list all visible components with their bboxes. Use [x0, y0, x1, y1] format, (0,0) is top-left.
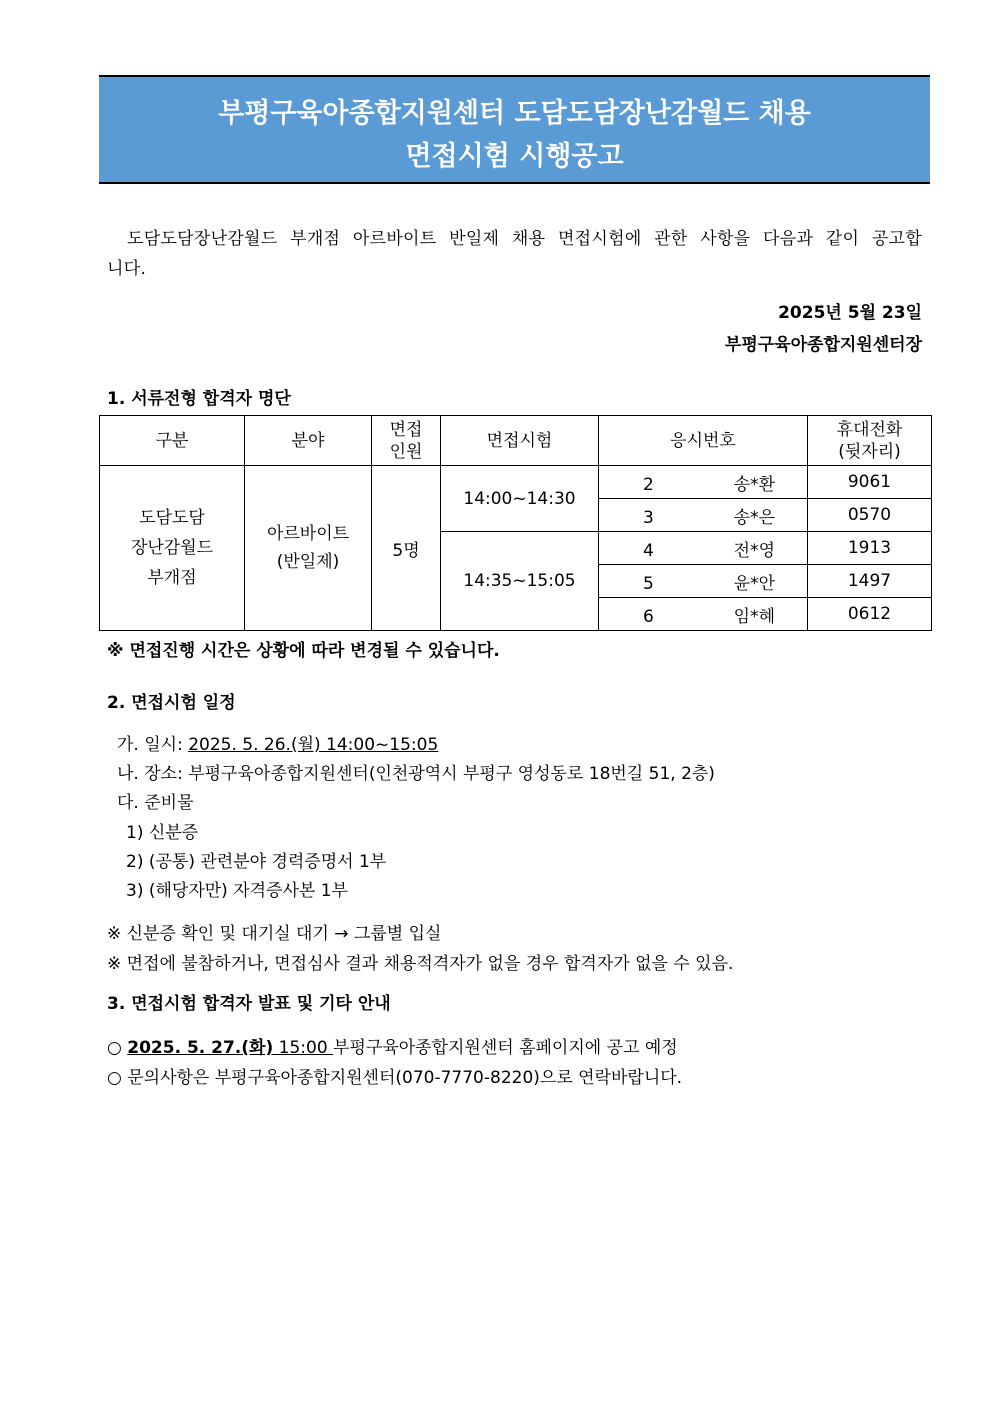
note-1: ※ 신분증 확인 및 대기실 대기 → 그룹별 입실: [107, 924, 442, 944]
applicant-cell: 6 임*혜: [599, 598, 808, 631]
item-3: 3) (해당자만) 자격증사본 1부: [126, 881, 348, 901]
section2-heading: 2. 면접시험 일정: [107, 693, 236, 713]
contact-bullet: ○ 문의사항은 부평구육아종합지원센터(070-7770-8220)으로 연락바랍니다.: [107, 1068, 683, 1088]
notice-date: 2025년 5월 23일: [778, 303, 922, 323]
header-phone: 휴대전화 (뒷자리): [808, 416, 932, 466]
table-row: [100, 466, 932, 499]
schedule-datetime-value: 2025. 5. 26.(월) 14:00~15:05: [188, 735, 439, 755]
header-category: 구분: [100, 416, 245, 466]
header-count: 면접 인원: [372, 416, 441, 466]
intro-paragraph: 도담도담장난감월드 부개점 아르바이트 반일제 채용 면접시험에 관한 사항을 다음과 같이 공고합니다.: [107, 229, 922, 279]
phone-cell: 1913: [808, 532, 932, 565]
schedule-location: 나. 장소: 부평구육아종합지원센터(인천광역시 부평구 영성동로 18번길 51, 2층): [117, 764, 715, 784]
time-slot-2: 14:35~15:05: [441, 532, 599, 631]
table-note: ※ 면접진행 시간은 상황에 따라 변경될 수 있습니다.: [107, 641, 500, 661]
time-slot-1: 14:00~14:30: [441, 466, 599, 532]
count-cell: 5명: [372, 466, 441, 631]
table-header-row: [100, 416, 932, 466]
announcement-time: 15:00: [273, 1038, 334, 1058]
phone-cell: 9061: [808, 466, 932, 499]
phone-cell: 1497: [808, 565, 932, 598]
header-field: 분야: [245, 416, 372, 466]
note-2: ※ 면접에 불참하거나, 면접심사 결과 채용적격자가 없을 경우 합격자가 없을 수 있음.: [107, 954, 734, 974]
category-cell: 도담도담 장난감월드 부개점: [100, 466, 245, 631]
applicant-cell: 5 윤*안: [599, 565, 808, 598]
header-time: 면접시험: [441, 416, 599, 466]
applicant-cell: 2 송*환: [599, 466, 808, 499]
issuer: 부평구육아종합지원센터장: [724, 335, 922, 355]
schedule-items-label: 다. 준비물: [117, 793, 194, 813]
applicant-cell: 3 송*은: [599, 499, 808, 532]
phone-cell: 0612: [808, 598, 932, 631]
announcement-bullet: ○ 2025. 5. 27.(화) 15:00 부평구육아종합지원센터 홈페이지에 공고 예정: [107, 1038, 678, 1058]
title-banner: [99, 75, 930, 184]
phone-cell: 0570: [808, 499, 932, 532]
item-1: 1) 신분증: [126, 823, 199, 843]
passers-table: [99, 415, 932, 631]
title-line-2: 면접시험 시행공고: [405, 141, 624, 172]
announcement-date: 2025. 5. 27.(화): [127, 1038, 274, 1058]
title-line-1: 부평구육아종합지원센터 도담도담장난감월드 채용: [218, 98, 811, 129]
section1-heading: 1. 서류전형 합격자 명단: [107, 389, 291, 409]
field-cell: 아르바이트 (반일제): [245, 466, 372, 631]
section3-heading: 3. 면접시험 합격자 발표 및 기타 안내: [107, 994, 391, 1014]
applicant-cell: 4 전*영: [599, 532, 808, 565]
item-2: 2) (공통) 관련분야 경력증명서 1부: [126, 852, 387, 872]
header-applicant: 응시번호: [599, 416, 808, 466]
schedule-datetime: 가. 일시: 2025. 5. 26.(월) 14:00~15:05: [117, 735, 439, 755]
